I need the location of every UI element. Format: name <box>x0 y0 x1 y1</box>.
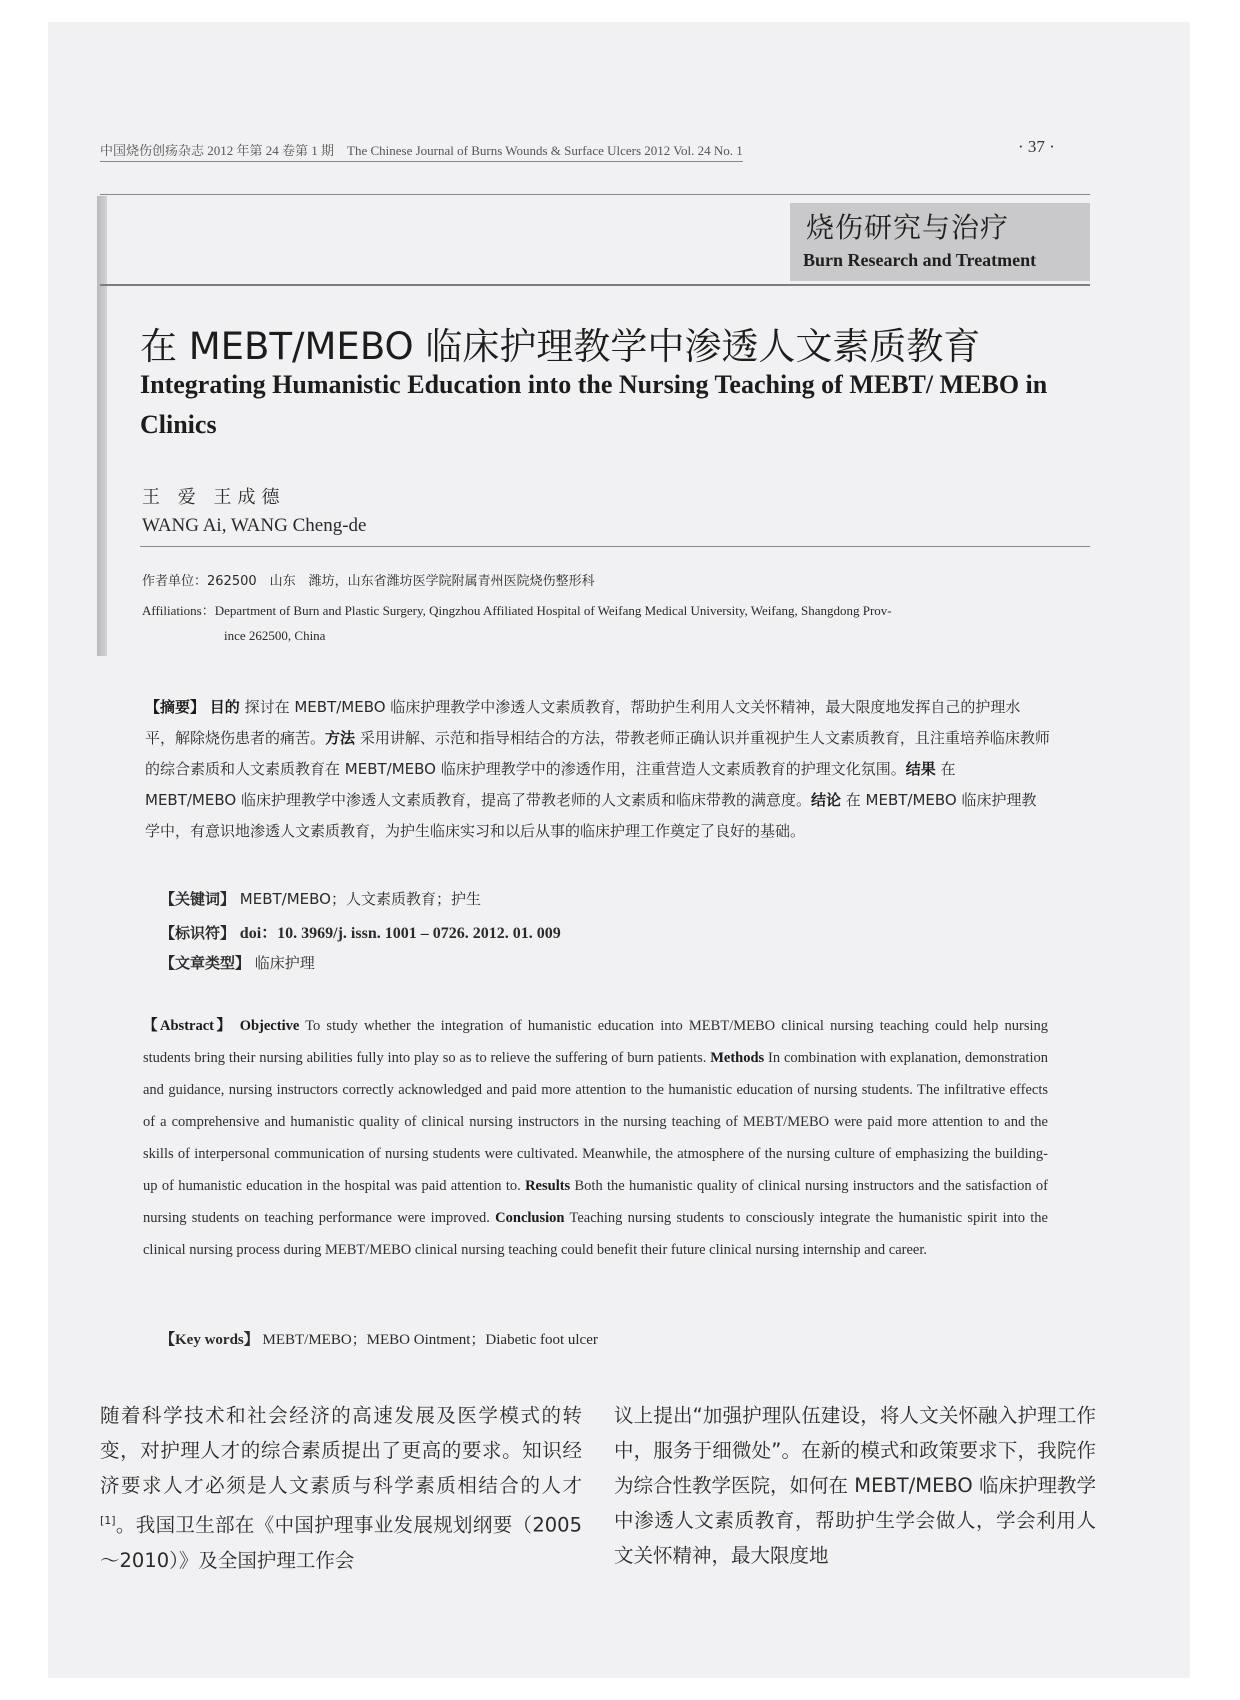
conclusion-label-cn: 结论 <box>810 791 841 809</box>
divider <box>140 546 1090 547</box>
article-title-en: Integrating Humanistic Education into the Nursing Teaching of MEBT/ MEBO in Clinics <box>140 370 1048 439</box>
authors-cn: 王 爱 王成德 <box>142 487 286 508</box>
method-label-cn: 方法 <box>325 729 356 747</box>
identifier-label-cn: 【标识符】 <box>160 924 236 942</box>
article-type-label-cn: 【文章类型】 <box>160 954 251 972</box>
keywords-label-cn: 【关键词】 <box>160 890 236 908</box>
divider <box>100 194 1090 195</box>
decorative-bar <box>97 196 107 656</box>
abstract-label-en: 【Abstract】 <box>143 1018 234 1034</box>
affiliation-line1: Department of Burn and Plastic Surgery, Qingzhou Affiliated Hospital of Weifang Medical University, Weifang, Shangdong Prov- <box>214 603 892 618</box>
article-type-cn <box>160 952 315 973</box>
keywords-value-en: MEBT/MEBO；MEBO Ointment；Diabetic foot ulcer <box>262 1332 598 1348</box>
authors-en: WANG Ai, WANG Cheng-de <box>142 515 367 536</box>
section-title-cn: 烧伤研究与治疗 <box>806 211 1010 244</box>
objective-label-en: Objective <box>239 1018 300 1034</box>
keywords-en <box>160 1328 598 1349</box>
objective-text-cn: 探讨在 MEBT/MEBO 临床护理教学中渗透人文素质教育，帮助护生利用人文关怀精神，最大限度地发挥自己的护理水平，解除烧伤患者的痛苦。 <box>145 698 1021 747</box>
result-label-cn: 结果 <box>905 760 936 778</box>
conclusion-label-en: Conclusion <box>495 1210 565 1226</box>
conclusion-text-en: Teaching nursing students to consciously integrate the humanistic spirit into the clinical nursing process during MEBT/MEBO clinical nursing teaching could benefit their future clinical nursing internship and career. <box>143 1210 1048 1258</box>
method-text-cn: 采用讲解、示范和指导相结合的方法，带教老师正确认识并重视护生人文素质教育，且注重培养临床教师的综合素质和人文素质教育在 MEBT/MEBO 临床护理教学中的渗透作用，注重营造人文素质教育的护理文化氛围。 <box>145 729 1050 778</box>
affiliation-cn: 作者单位：262500 山东 潍坊，山东省潍坊医学院附属青州医院烧伤整形科 <box>142 574 595 589</box>
conclusion-text-cn: 在 MEBT/MEBO 临床护理教学中，有意识地渗透人文素质教育，为护生临床实习和以后从事的临床护理工作奠定了良好的基础。 <box>145 791 1037 840</box>
running-head: 中国烧伤创疡杂志 2012 年第 24 卷第 1 期 The Chinese Journal of Burns Wounds & Surface Ulcers 2012 Vol. 24 No. 1 <box>100 140 743 162</box>
objective-text-en: To study whether the integration of humanistic education into MEBT/MEBO clinical nursing teaching could help nursing students bring their nursing abilities fully into play so as to relieve the suffering of burn patients. <box>143 1018 1048 1066</box>
results-label-en: Results <box>525 1178 571 1194</box>
body-text: 。我国卫生部在《中国护理事业发展规划纲要（2005～2010）》及全国护理工作会 <box>100 1513 582 1572</box>
keywords-label-en: 【Key words】 <box>160 1332 259 1348</box>
identifier-cn <box>160 920 561 943</box>
results-text-en: Both the humanistic quality of clinical nursing instructors and the satisfaction of nursing students on teaching performance were improved. <box>143 1178 1048 1226</box>
body-text: 随着科学技术和社会经济的高速发展及医学模式的转变，对护理人才的综合素质提出了更高的要求。知识经济要求人才必须是人文素质与科学素质相结合的人才 <box>100 1404 582 1497</box>
article-type-value-cn: 临床护理 <box>254 954 315 972</box>
methods-text-en: In combination with explanation, demonstration and guidance, nursing instructors correctly acknowledged and paid more attention to the humanistic education of nursing students. The infiltrative effects of a comprehensive and humanistic quality of clinical nursing instructors in the nursing teaching of MEBT/MEBO were paid more attention to and the skills of interpersonal communication of nursing students were cultivated. Meanwhile, the atmosphere of the nursing culture of emphasizing the building-up of humanistic education in the hospital was paid attention to. <box>143 1050 1048 1194</box>
keywords-cn <box>160 888 481 909</box>
affiliation-line2: ince 262500, China <box>224 628 326 643</box>
abstract-label-cn: 【摘要】 <box>145 698 206 716</box>
keywords-value-cn: MEBT/MEBO；人文素质教育；护生 <box>239 890 481 908</box>
page-number: · 37 · <box>1018 137 1055 156</box>
result-text-cn: 在 MEBT/MEBO 临床护理教学中渗透人文素质教育，提高了带教老师的人文素质和临床带教的满意度。 <box>145 760 956 809</box>
article-title-cn: 在 MEBT/MEBO 临床护理教学中渗透人文素质教育 <box>140 325 981 368</box>
objective-label-cn: 目的 <box>209 698 240 716</box>
doi-value: doi：10. 3969/j. issn. 1001 – 0726. 2012. 01. 009 <box>239 925 561 942</box>
abstract-cn <box>145 692 1050 847</box>
methods-label-en: Methods <box>710 1050 765 1066</box>
body-column-right: 议上提出“加强护理队伍建设，将人文关怀融入护理工作中，服务于细微处”。在新的模式和政策要求下，我院作为综合性教学医院，如何在 MEBT/MEBO 临床护理教学中渗透人文素质教育，帮助护生学会做人，学会利用人文关怀精神，最大限度地 <box>614 1404 1096 1567</box>
divider <box>100 284 1090 286</box>
citation-ref: [1] <box>100 1514 116 1527</box>
affiliation-en <box>142 598 1062 648</box>
body-column-left <box>100 1398 582 1578</box>
affiliation-label: Affiliations： <box>142 603 215 618</box>
section-title-en: Burn Research and Treatment <box>803 250 1037 270</box>
abstract-en <box>143 1010 1048 1266</box>
